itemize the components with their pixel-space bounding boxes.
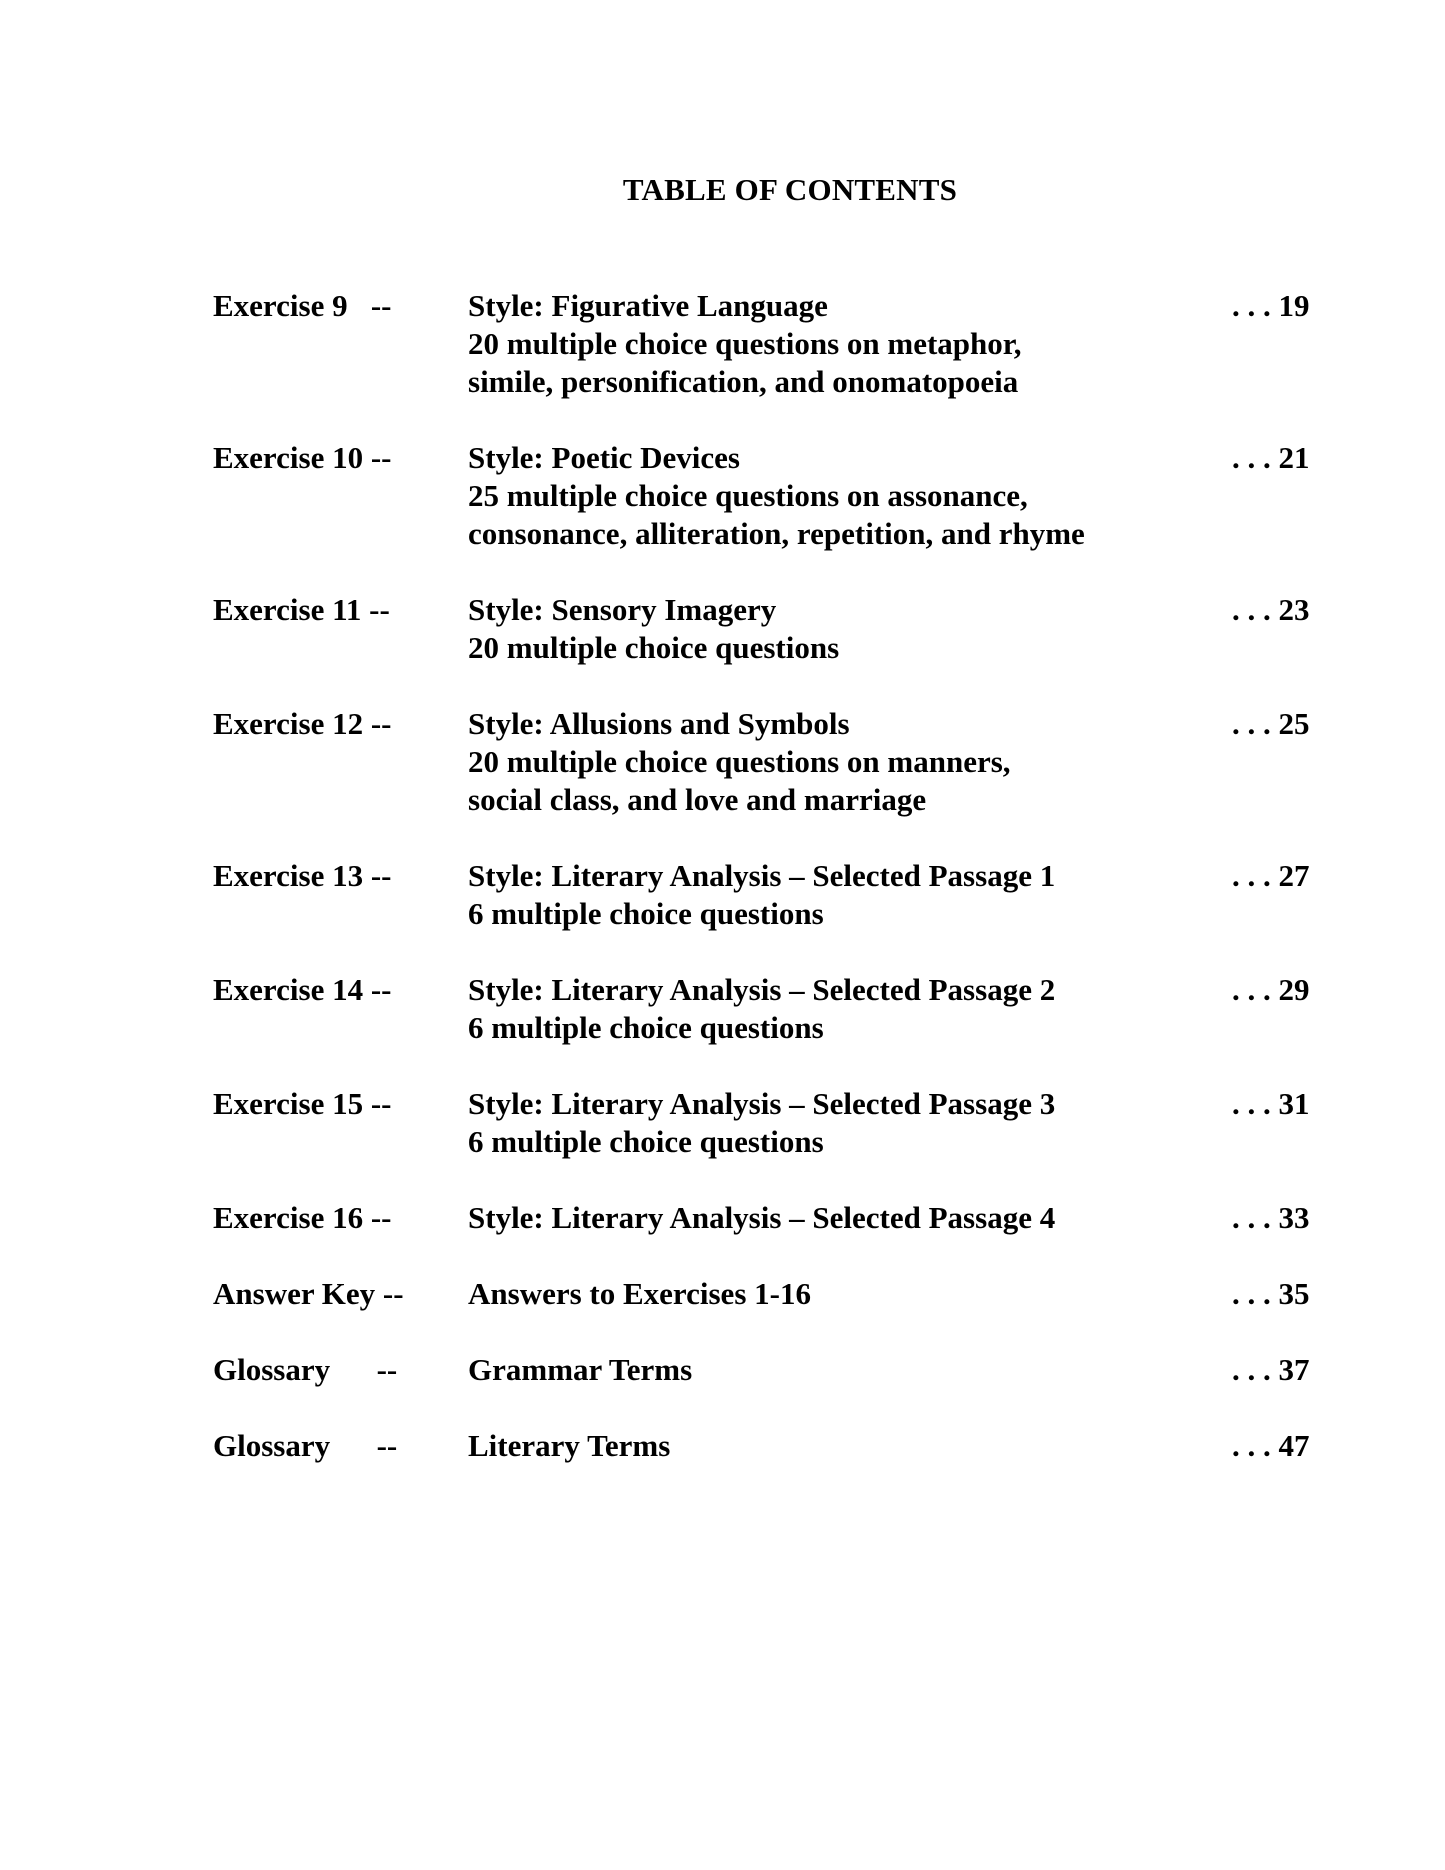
- entry-detail: simile, personification, and onomatopoeia: [468, 364, 1019, 399]
- entry-label: Answer Key --: [213, 1276, 404, 1311]
- entry-label: Exercise 9 --: [213, 288, 392, 323]
- entry-title: Style: Allusions and Symbols: [468, 706, 850, 741]
- entry-detail: 20 multiple choice questions on metaphor,: [468, 326, 1022, 361]
- entry-label: Exercise 16 --: [213, 1200, 392, 1235]
- entry-description: [468, 857, 1188, 933]
- entry-title: Style: Literary Analysis – Selected Passage 4: [468, 1200, 1056, 1235]
- entry-description: [468, 705, 1188, 819]
- entry-title: Style: Sensory Imagery: [468, 592, 777, 627]
- entry-detail: 6 multiple choice questions: [468, 1010, 824, 1045]
- entry-page-number: . . . 27: [1232, 858, 1310, 893]
- entry-label: Exercise 15 --: [213, 1086, 392, 1121]
- entry-page-number: . . . 35: [1232, 1276, 1310, 1311]
- entry-label: Exercise 12 --: [213, 706, 392, 741]
- entry-label: Exercise 11 --: [213, 592, 390, 627]
- page-title: TABLE OF CONTENTS: [622, 172, 958, 207]
- entry-detail: 6 multiple choice questions: [468, 896, 824, 931]
- entry-description: [468, 1199, 1188, 1237]
- entry-label: Exercise 10 --: [213, 440, 392, 475]
- entry-title: Style: Poetic Devices: [468, 440, 740, 475]
- entry-detail: 25 multiple choice questions on assonance,: [468, 478, 1028, 513]
- entry-description: [468, 1085, 1188, 1161]
- entry-description: [468, 591, 1188, 667]
- entry-title: Grammar Terms: [468, 1352, 693, 1387]
- entry-detail: social class, and love and marriage: [468, 782, 927, 817]
- entry-page-number: . . . 37: [1232, 1352, 1310, 1387]
- entry-label: Exercise 14 --: [213, 972, 392, 1007]
- entry-detail: 20 multiple choice questions: [468, 630, 840, 665]
- entry-label: Glossary --: [213, 1428, 398, 1463]
- entry-description: [468, 287, 1188, 401]
- entry-detail: 6 multiple choice questions: [468, 1124, 824, 1159]
- entry-title: Style: Literary Analysis – Selected Passage 2: [468, 972, 1056, 1007]
- entry-title: Literary Terms: [468, 1428, 671, 1463]
- entry-page-number: . . . 29: [1232, 972, 1310, 1007]
- entry-description: [468, 1275, 1188, 1313]
- entry-title: Style: Figurative Language: [468, 288, 828, 323]
- entry-page-number: . . . 23: [1232, 592, 1310, 627]
- entry-detail: 20 multiple choice questions on manners,: [468, 744, 1011, 779]
- entry-page-number: . . . 21: [1232, 440, 1310, 475]
- entry-page-number: . . . 31: [1232, 1086, 1310, 1121]
- entry-description: [468, 1427, 1188, 1465]
- entry-page-number: . . . 47: [1232, 1428, 1310, 1463]
- entry-detail: consonance, alliteration, repetition, and rhyme: [468, 516, 1085, 551]
- entry-description: [468, 971, 1188, 1047]
- entry-description: [468, 439, 1188, 553]
- entry-page-number: . . . 25: [1232, 706, 1310, 741]
- entry-page-number: . . . 33: [1232, 1200, 1310, 1235]
- entry-page-number: . . . 19: [1232, 288, 1310, 323]
- entry-description: [468, 1351, 1188, 1389]
- entry-label: Exercise 13 --: [213, 858, 392, 893]
- entry-label: Glossary --: [213, 1352, 398, 1387]
- entry-title: Style: Literary Analysis – Selected Passage 3: [468, 1086, 1056, 1121]
- entry-title: Style: Literary Analysis – Selected Passage 1: [468, 858, 1056, 893]
- entry-title: Answers to Exercises 1-16: [468, 1276, 811, 1311]
